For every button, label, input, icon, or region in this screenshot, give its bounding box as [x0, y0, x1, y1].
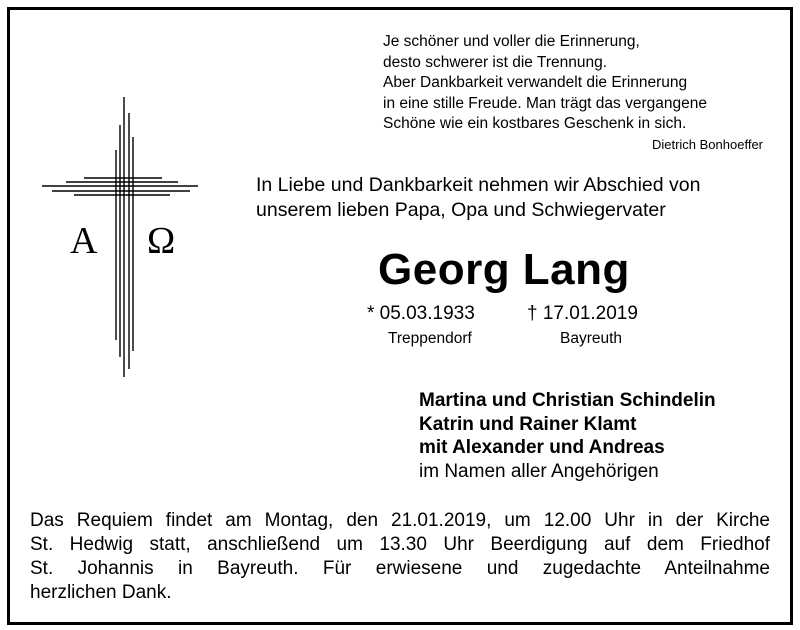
funeral-notice [30, 509, 770, 605]
intro-text [256, 173, 700, 223]
intro-line: In Liebe und Dankbarkeit nehmen wir Abschied von [256, 174, 701, 196]
birth-place: Treppendorf [388, 330, 472, 347]
mourner-line: Martina und Christian Schindelin [419, 390, 716, 411]
omega-symbol: Ω [147, 220, 176, 262]
quote-line: Schöne wie ein kostbares Geschenk in sich. [383, 115, 687, 132]
birth-date: * 05.03.1933 [367, 303, 475, 324]
quote-line: Aber Dankbarkeit verwandelt die Erinnerung [383, 74, 688, 91]
alpha-symbol: A [70, 220, 98, 262]
death-date: † 17.01.2019 [527, 303, 638, 324]
notice-line: St. Hedwig statt, anschließend um 13.30 Uhr Beerdigung auf dem Friedhof [30, 534, 770, 555]
quote-author: Dietrich Bonhoeffer [651, 136, 763, 152]
mourner-note: im Namen aller Angehörigen [419, 460, 659, 482]
life-dates [367, 302, 638, 326]
notice-line: Das Requiem findet am Montag, den 21.01.2019, um 12.00 Uhr in der Kirche [30, 510, 770, 531]
notice-line: herzlichen Dank. [30, 582, 172, 603]
alpha-omega-cross-icon [40, 95, 200, 380]
quote-line: Je schöner und voller die Erinnerung, [383, 33, 640, 50]
notice-line: St. Johannis in Bayreuth. Für erwiesene und zugedachte Anteilnahme [30, 558, 770, 579]
quote-line: desto schwerer ist die Trennung. [383, 53, 608, 71]
death-place: Bayreuth [560, 330, 623, 347]
mourner-line: mit Alexander und Andreas [419, 437, 665, 458]
deceased-name: Georg Lang [378, 245, 630, 294]
bonhoeffer-quote [383, 32, 763, 153]
intro-line: unserem lieben Papa, Opa und Schwiegervater [256, 199, 666, 221]
mourner-line: Katrin und Rainer Klamt [419, 413, 637, 435]
quote-line: in eine stille Freude. Man trägt das vergangene [383, 94, 707, 112]
mourners-list [419, 389, 716, 483]
